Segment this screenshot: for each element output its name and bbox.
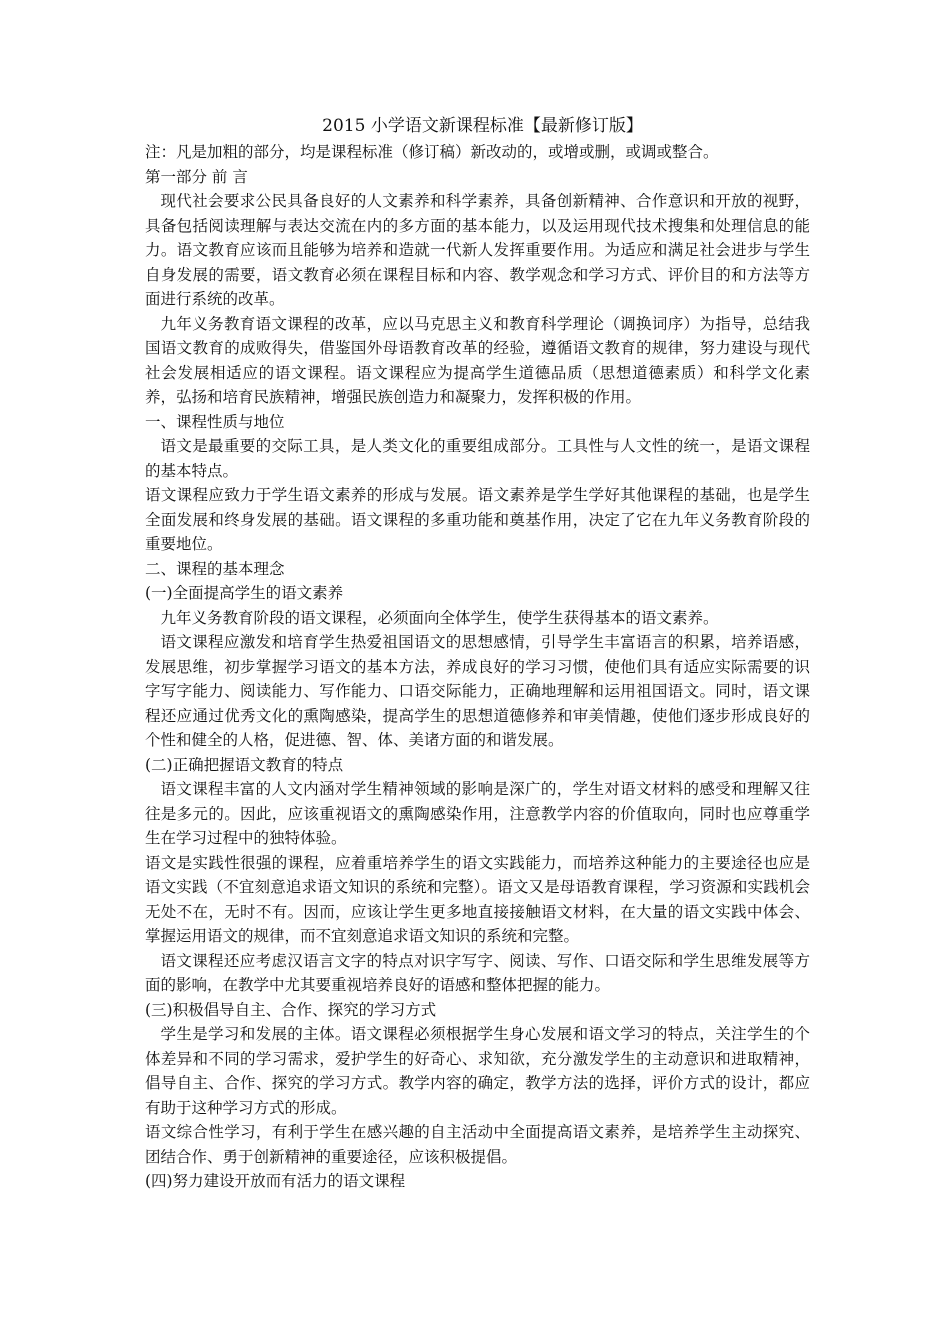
section1-paragraph-2: 语文课程应致力于学生语文素养的形成与发展。语文素养是学生学好其他课程的基础，也是学生全面发展和终身发展的基础。语文课程的多重功能和奠基作用，决定了它在九年义务教育阶段的重要地位。 [145,486,810,553]
intro-paragraph-2: 九年义务教育语文课程的改革，应以马克思主义和教育科学理论（调换词序）为指导，总结我国语文教育的成败得失，借鉴国外母语教育改革的经验，遵循语文教育的规律，努力建设与现代社会发展相适应的语文课程。语文课程应为提高学生道德品质（思想道德素质）和科学文化素养，弘扬和培育民族精神，增强民族创造力和凝聚力，发挥积极的作用。 [145,314,810,406]
subsection-heading-4: (四)努力建设开放而有活力的语文课程 [145,1172,406,1190]
document-page [145,112,810,1194]
subsection1-paragraph-1: 九年义务教育阶段的语文课程，必须面向全体学生，使学生获得基本的语文素养。 [160,608,719,627]
section-heading-2: 二、课程的基本理念 [145,559,285,578]
intro-paragraph-1: 现代社会要求公民具备良好的人文素养和科学素养，具备创新精神、合作意识和开放的视野，具备包括阅读理解与表达交流在内的多方面的基本能力，以及运用现代技术搜集和处理信息的能力。语文教育应该而且能够为培养和造就一代新人发挥重要作用。为适应和满足社会进步与学生自身发展的需要，语文教育必须在课程目标和内容、教学观念和学习方式、评价目的和方法等方面进行系统的改革。 [145,192,810,308]
subsection2-paragraph-1: 语文课程丰富的人文内涵对学生精神领域的影响是深广的，学生对语文材料的感受和理解又往往是多元的。因此，应该重视语文的熏陶感染作用，注意教学内容的价值取向，同时也应尊重学生在学习过程中的独特体验。 [145,780,810,847]
subsection-heading-1: (一)全面提高学生的语文素养 [145,584,344,602]
subsection3-paragraph-1: 学生是学习和发展的主体。语文课程必须根据学生身心发展和语文学习的特点，关注学生的个体差异和不同的学习需求，爱护学生的好奇心、求知欲，充分激发学生的主动意识和进取精神，倡导自主、合作、探究的学习方式。教学内容的确定，教学方法的选择，评价方式的设计，都应有助于这种学习方式的形成。 [145,1025,810,1117]
section1-paragraph-1: 语文是最重要的交际工具，是人类文化的重要组成部分。工具性与人文性的统一，是语文课程的基本特点。 [145,437,810,480]
subsection2-paragraph-2: 语文是实践性很强的课程，应着重培养学生的语文实践能力，而培养这种能力的主要途径也应是语文实践（不宜刻意追求语文知识的系统和完整）。语文又是母语教育课程，学习资源和实践机会无处不在，无时不有。因而，应该让学生更多地直接接触语文材料，在大量的语文实践中体会、掌握运用语文的规律，而不宜刻意追求语文知识的系统和完整。 [145,853,810,945]
subsection3-paragraph-2: 语文综合性学习，有利于学生在感兴趣的自主活动中全面提高语文素养，是培养学生主动探究、团结合作、勇于创新精神的重要途径，应该积极提倡。 [145,1123,810,1166]
subsection1-paragraph-2: 语文课程应激发和培育学生热爱祖国语文的思想感情，引导学生丰富语言的积累，培养语感，发展思维，初步掌握学习语文的基本方法，养成良好的学习习惯，使他们具有适应实际需要的识字写字能力、阅读能力、写作能力、口语交际能力，正确地理解和运用祖国语文。同时，语文课程还应通过优秀文化的熏陶感染，提高学生的思想道德修养和审美情趣，使他们逐步形成良好的个性和健全的人格，促进德、智、体、美诸方面的和谐发展。 [145,633,810,749]
document-title: 2015 小学语文新课程标准【最新修订版】 [322,116,643,136]
subsection2-paragraph-3: 语文课程还应考虑汉语言文字的特点对识字写字、阅读、写作、口语交际和学生思维发展等方面的影响，在教学中尤其要重视培养良好的语感和整体把握的能力。 [145,951,810,994]
note-text: 注：凡是加粗的部分，均是课程标准（修订稿）新改动的，或增或删，或调或整合。 [145,143,719,161]
part-heading: 第一部分 前 言 [145,167,248,186]
subsection-heading-3: (三)积极倡导自主、合作、探究的学习方式 [145,1000,437,1019]
section-heading-1: 一、课程性质与地位 [145,412,285,431]
subsection-heading-2: (二)正确把握语文教育的特点 [145,755,344,774]
